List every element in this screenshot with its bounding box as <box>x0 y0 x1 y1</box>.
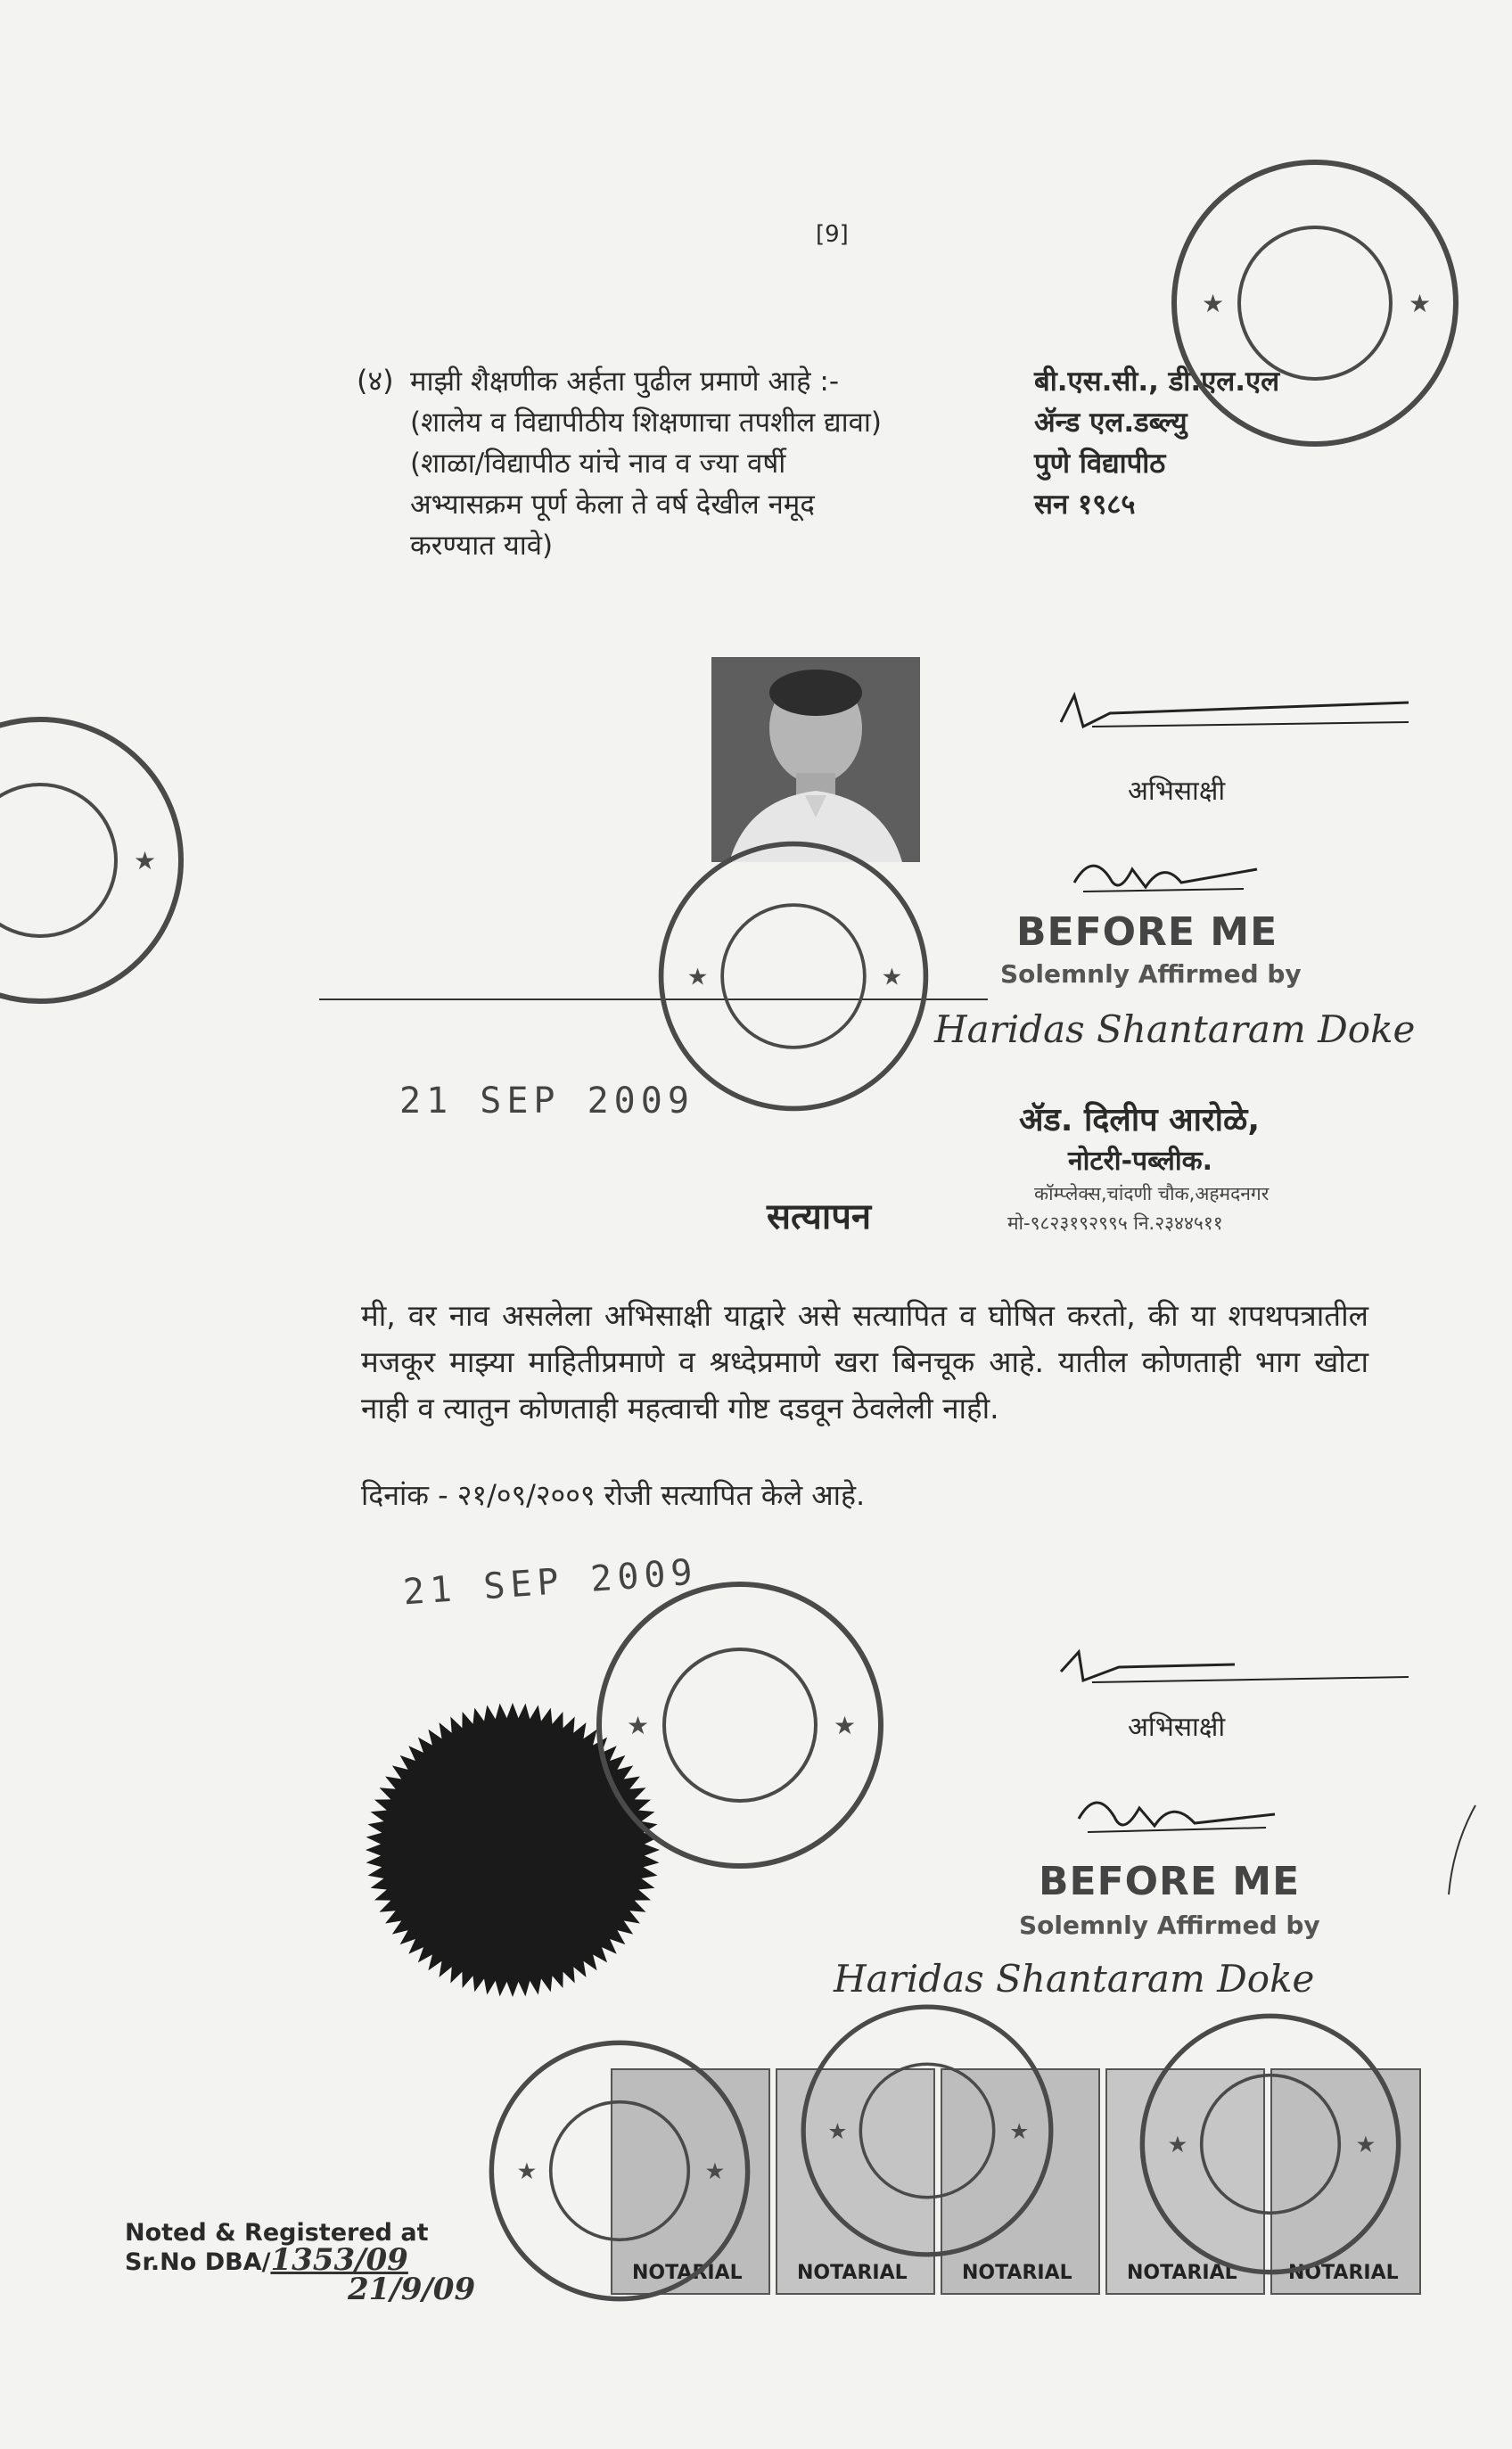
svg-text:★: ★ <box>627 1711 650 1740</box>
question-line: (शालेय व विद्यापीठीय शिक्षणाचा तपशील द्यावा) <box>410 407 883 439</box>
svg-text:★: ★ <box>1202 289 1225 318</box>
svg-text:★: ★ <box>1355 2132 1376 2159</box>
noted-line-1: Noted & Registered at <box>125 2219 429 2247</box>
notarial-stamp-label: NOTARIAL <box>1127 2262 1237 2284</box>
solemnly-affirmed-stamp: Solemnly Affirmed by <box>1019 1911 1320 1940</box>
answer-line: पुणे विद्यापीठ <box>1034 448 1166 480</box>
verification-heading: सत्यापन <box>767 1196 872 1237</box>
verification-paragraph: मी, वर नाव असलेला अभिसाक्षी याद्वारे असे सत्यापित व घोषित करतो, की या शपथपत्रातील मजकूर माझ्या माहितीप्रमाणे व श्रध्देप्रमाणे खरा बिनचूक आहे. यातील कोणताही भाग खोटा नाही व त्यातुन कोणताही महत्वाची गोष्ट दडवून ठेवलेली नाही. <box>361 1298 1368 1426</box>
signature-scribble <box>1056 1645 1413 1702</box>
svg-text:★: ★ <box>1409 289 1432 318</box>
deponent-handwritten-name: Haridas Shantaram Doke <box>834 1957 1315 2001</box>
date-stamp: 21 SEP 2009 <box>399 1081 694 1122</box>
solemnly-affirmed-stamp: Solemnly Affirmed by <box>1000 959 1302 989</box>
verification-date: दिनांक - २१/०९/२००९ रोजी सत्यापित केले आहे. <box>361 1478 866 1512</box>
deponent-handwritten-name: Haridas Shantaram Doke <box>934 1007 1416 1051</box>
notary-seal-icon <box>486 2037 753 2305</box>
witness-label: अभिसाक्षी <box>1128 776 1226 807</box>
svg-text:★: ★ <box>704 2158 726 2186</box>
qualification-question <box>410 361 882 566</box>
answer-line: ॲन्ड एल.डब्ल्यु <box>1034 407 1187 439</box>
question-line: माझी शैक्षणीक अर्हता पुढील प्रमाणे आहे :- <box>410 366 840 398</box>
answer-line: बी.एस.सी., डी.एल.एल <box>1034 366 1280 398</box>
advocate-address: कॉम्प्लेक्स,चांदणी चौक,अहमदनगर <box>1034 1183 1270 1204</box>
svg-text:★: ★ <box>686 964 709 991</box>
svg-text:★: ★ <box>834 1711 857 1740</box>
notary-signature <box>1070 1783 1284 1849</box>
deponent-photo <box>711 657 920 862</box>
advocate-phone: मो-९८२३१९२९९५ नि.२३४४५११ <box>1007 1212 1223 1234</box>
noted-prefix: Sr.No DBA/ <box>125 2248 271 2276</box>
advocate-name: ॲड. दिलीप आरोळे, <box>1019 1102 1261 1138</box>
notarial-stamp-label: NOTARIAL <box>632 2262 743 2284</box>
notary-seal-icon <box>798 2001 1056 2260</box>
notarial-stamp-label: NOTARIAL <box>797 2262 908 2284</box>
person-silhouette-icon <box>711 657 920 862</box>
noted-date: 21/9/09 <box>348 2272 476 2307</box>
notary-seal-icon <box>0 713 187 1007</box>
notary-seal-icon <box>1137 2010 1404 2278</box>
before-me-stamp: BEFORE ME <box>1016 909 1278 955</box>
notary-seal-icon <box>655 838 932 1114</box>
question-line: करण्यात यावे) <box>410 530 554 562</box>
noted-sr-no: 1353/09 <box>270 2242 408 2278</box>
notary-seal-icon <box>593 1578 887 1872</box>
answer-line: सन १९८५ <box>1034 489 1136 521</box>
svg-text:★: ★ <box>1167 2132 1188 2159</box>
notarial-stamp-label: NOTARIAL <box>1288 2262 1399 2284</box>
signature-scribble <box>1056 686 1413 744</box>
item-number: (४) <box>357 364 394 398</box>
date-stamp: 21 SEP 2009 <box>401 1551 700 1614</box>
noted-registered <box>125 2219 476 2307</box>
pen-mark <box>1444 1801 1480 1902</box>
svg-text:★: ★ <box>516 2158 538 2186</box>
question-line: (शाळा/विद्यापीठ यांचे नाव व ज्या वर्षी <box>410 448 786 480</box>
notary-seal-icon <box>1168 156 1462 450</box>
svg-text:★: ★ <box>1009 2117 1030 2144</box>
page-number: [9] <box>816 221 849 248</box>
svg-text:★: ★ <box>134 846 157 875</box>
svg-text:★: ★ <box>881 964 903 991</box>
notary-signature <box>1065 842 1261 908</box>
witness-label: अभिसाक्षी <box>1128 1712 1226 1743</box>
svg-text:★: ★ <box>827 2117 848 2144</box>
advocate-title: नोटरी-पब्लीक. <box>1068 1146 1213 1177</box>
notarial-stamp-label: NOTARIAL <box>962 2262 1072 2284</box>
notarial-stamps <box>516 2064 1422 2296</box>
question-line: अभ्यासक्रम पूर्ण केला ते वर्ष देखील नमूद <box>410 489 815 521</box>
before-me-stamp: BEFORE ME <box>1039 1859 1301 1904</box>
